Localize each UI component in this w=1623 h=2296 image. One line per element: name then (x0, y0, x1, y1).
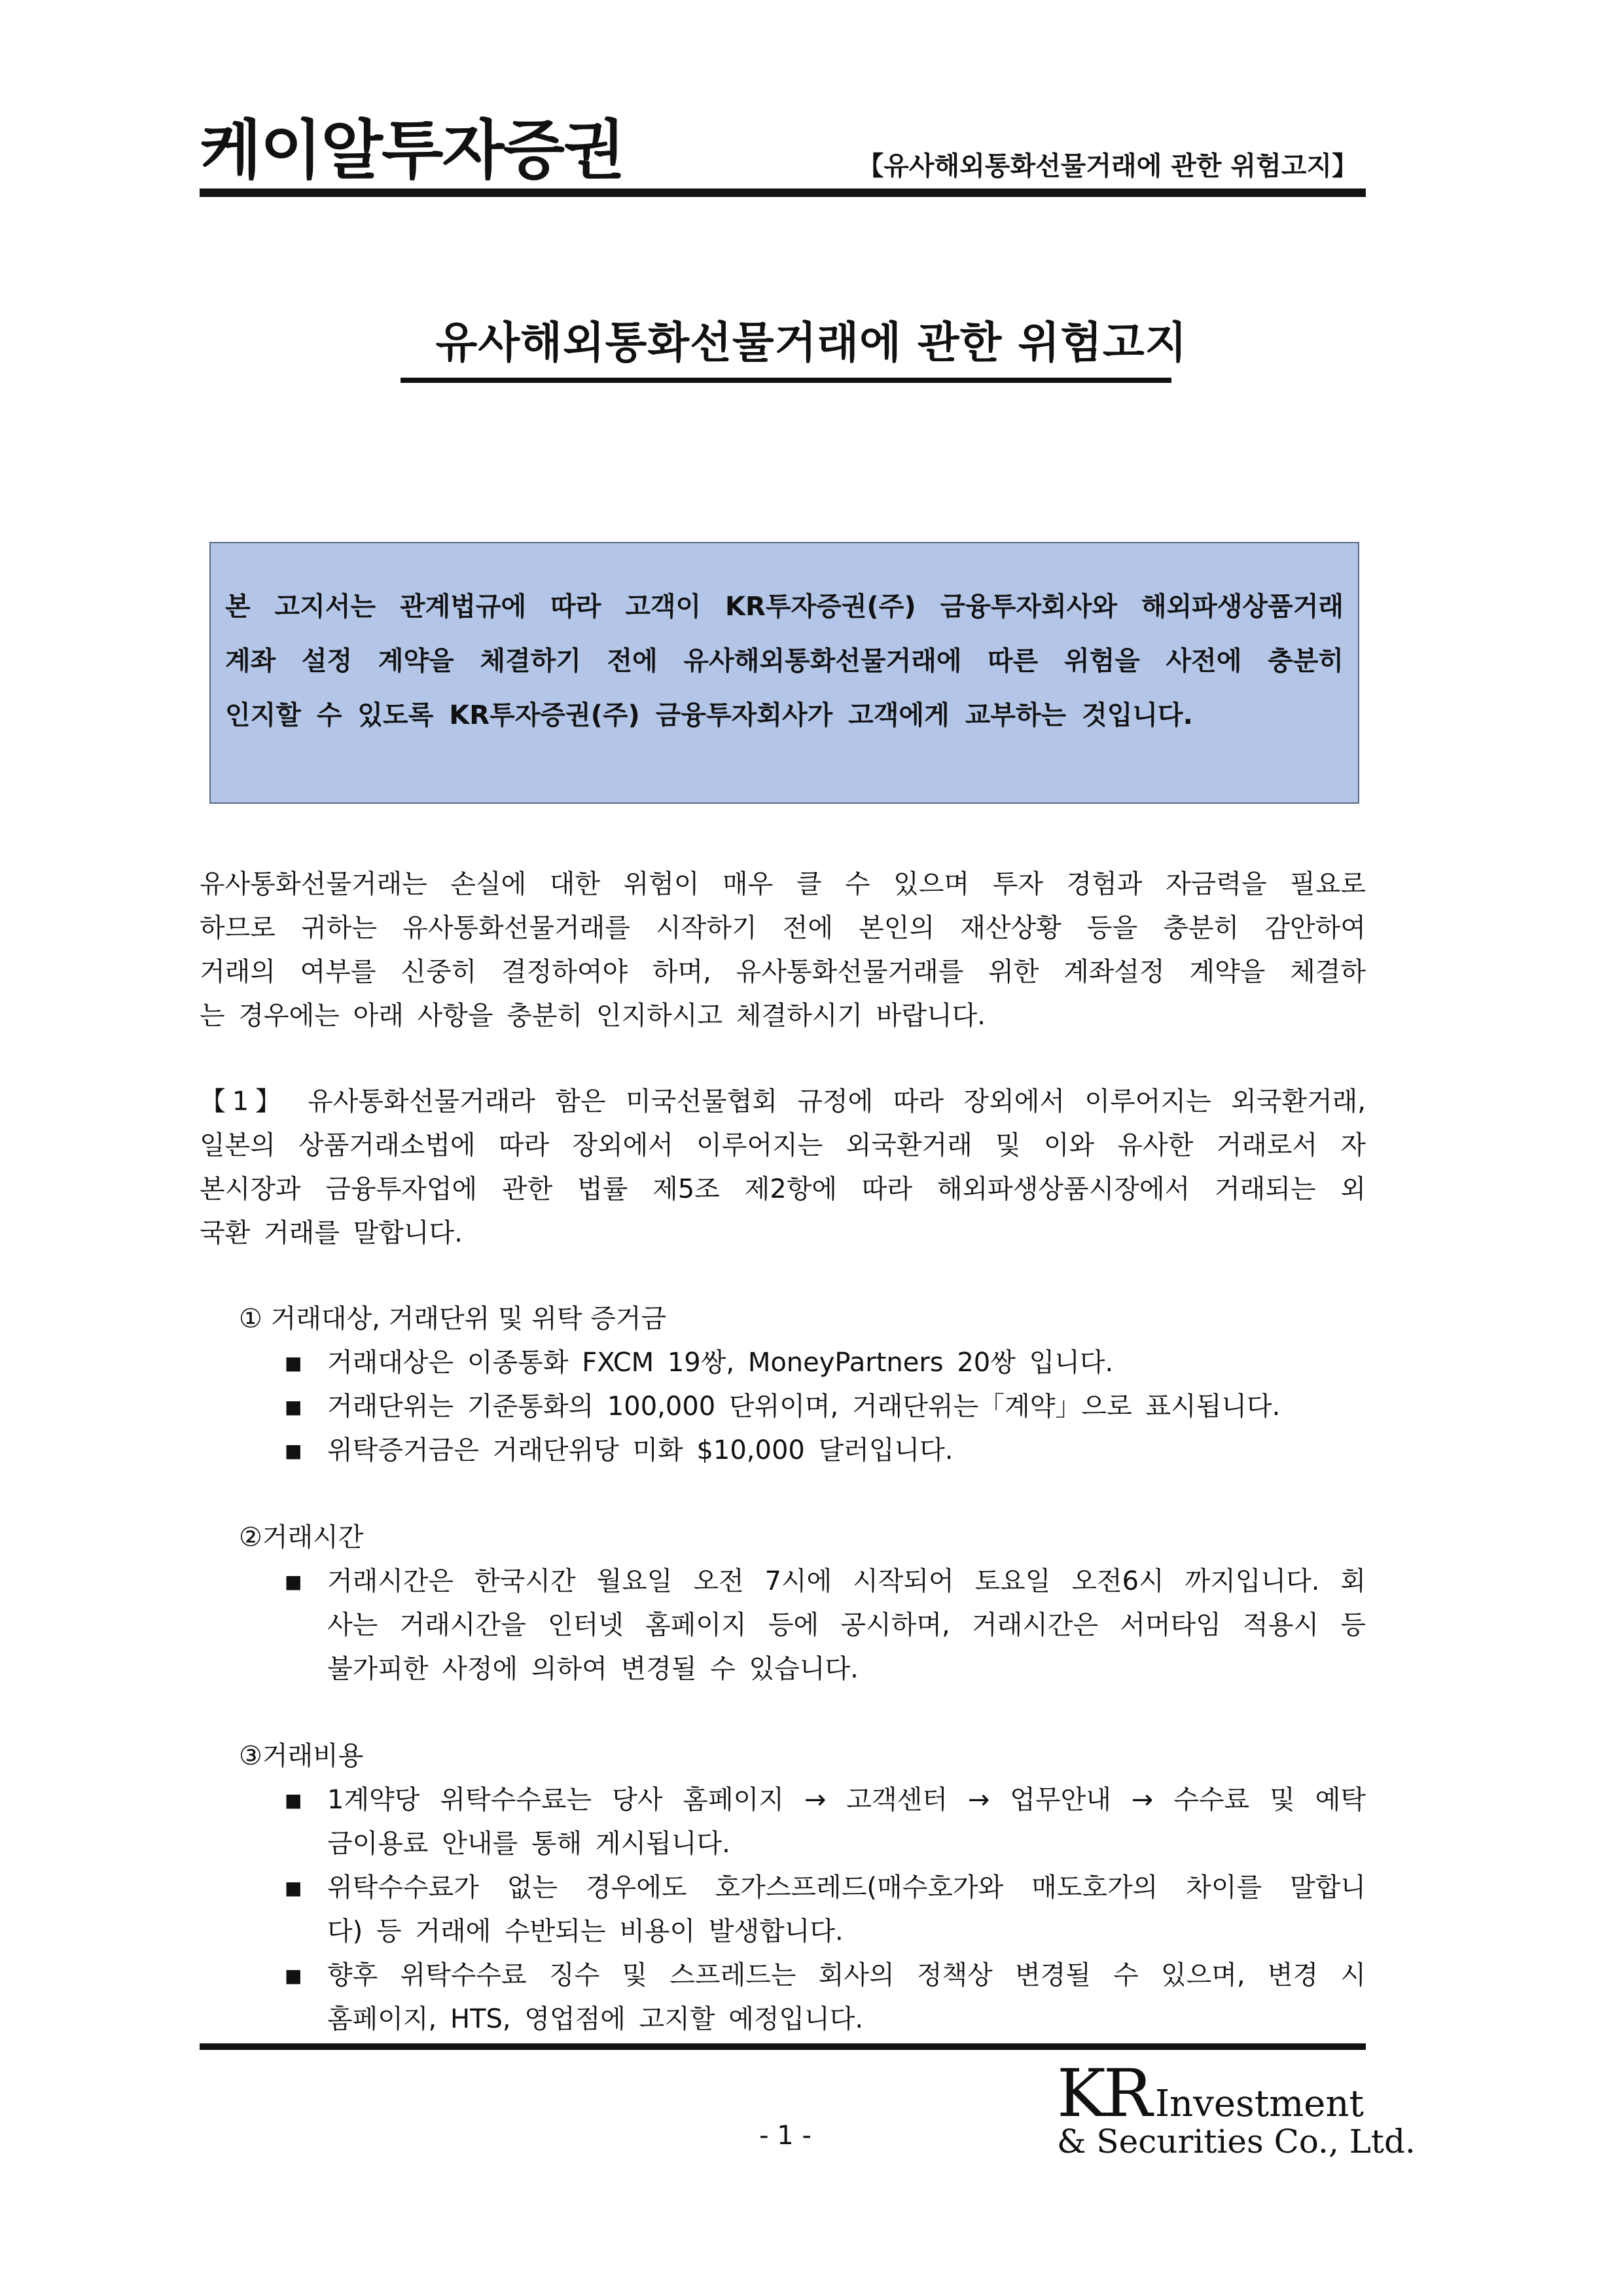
page-title: 유사해외통화선물거래에 관한 위험고지 (435, 317, 1188, 368)
document-tag: 【유사해외통화선물거래에 관한 위험고지】 (857, 151, 1358, 181)
square-bullet-icon: ■ (285, 1352, 302, 1374)
bullet-item: ■ 위탁증거금은 거래단위당 미화 $10,000 달러입니다. (200, 1429, 1366, 1473)
item-trading-cost (200, 1734, 1366, 2041)
notice-line: 계좌 설정 계약을 체결하기 전에 유사해외통화선물거래에 따른 위험을 사전에 충분히 (225, 646, 1344, 676)
company-logo: 케이알투자증권 (200, 113, 624, 188)
brand-investment: Investment (1155, 2083, 1364, 2125)
square-bullet-icon: ■ (285, 1965, 302, 1986)
item-heading: ②거래시간 (239, 1522, 364, 1552)
section-1-line: 본시장과 금융투자업에 관한 법률 제5조 제2항에 따라 해외파생상품시장에서 거래되는 외 (200, 1174, 1366, 1204)
item-trading-hours (200, 1516, 1366, 1691)
bullet-item: ■ 거래대상은 이종통화 FXCM 19쌍, MoneyPartners 20쌍 입니다. (200, 1341, 1366, 1385)
brand-kr: KR (1057, 2055, 1150, 2132)
brand-securities: & Securities Co., Ltd. (1057, 2123, 1416, 2161)
section-1-line: 일본의 상품거래소법에 따라 장외에서 이루어지는 외국환거래 및 이와 유사한 거래로서 자 (200, 1130, 1366, 1160)
title-underline (401, 378, 1171, 383)
notice-line: 인지할 수 있도록 KR투자증권(주) 금융투자회사가 고객에게 교부하는 것입니다. (225, 700, 1193, 730)
section-1-paragraph (200, 1080, 1366, 1255)
intro-line: 유사통화선물거래는 손실에 대한 위험이 매우 클 수 있으며 투자 경험과 자금력을 필요로 (200, 869, 1366, 899)
bullet-item: ■ 1계약당 위탁수수료는 당사 홈페이지 → 고객센터 → 업무안내 → 수수료 및 예탁 금이용료 안내를 통해 게시됩니다. (200, 1778, 1366, 1866)
square-bullet-icon: ■ (285, 1396, 302, 1418)
section-1-line: 국환 거래를 말합니다. (200, 1218, 463, 1248)
bullet-item: ■ 거래단위는 기준통화의 100,000 단위이며, 거래단위는「계약」으로 표시됩니다. (200, 1385, 1366, 1429)
item-heading: ③거래비용 (239, 1741, 364, 1771)
intro-line: 는 경우에는 아래 사항을 충분히 인지하시고 체결하시기 바랍니다. (200, 1001, 986, 1031)
notice-line: 본 고지서는 관계법규에 따라 고객이 KR투자증권(주) 금융투자회사와 해외파생상품거래 (225, 592, 1344, 622)
square-bullet-icon: ■ (285, 1877, 302, 1899)
header-divider (200, 188, 1366, 197)
bullet-item: ■ 거래시간은 한국시간 월요일 오전 7시에 시작되어 토요일 오전6시 까지입니다. 회 사는 거래시간을 인터넷 홈페이지 등에 공시하며, 거래시간은 서머타임 적용시 등 불가피한 사정에 의하여 변경될 수 있습니다. (200, 1560, 1366, 1691)
intro-line: 거래의 여부를 신중히 결정하여야 하며, 유사통화선물거래를 위한 계좌설정 계약을 체결하 (200, 957, 1366, 987)
item-heading: ① 거래대상, 거래단위 및 위탁 증거금 (239, 1304, 667, 1334)
footer-divider (200, 2043, 1366, 2050)
square-bullet-icon: ■ (285, 1440, 302, 1462)
notice-box (209, 542, 1359, 804)
company-brand-mark (1057, 2055, 1416, 2161)
page-number: - 1 - (759, 2121, 812, 2151)
intro-line: 하므로 귀하는 유사통화선물거래를 시작하기 전에 본인의 재산상황 등을 충분히 감안하여 (200, 913, 1366, 943)
square-bullet-icon: ■ (285, 1571, 302, 1592)
item-trading-target (200, 1297, 1366, 1473)
square-bullet-icon: ■ (285, 1789, 302, 1811)
section-1-line: 【1】 유사통화선물거래라 함은 미국선물협회 규정에 따라 장외에서 이루어지는 외국환거래, (200, 1086, 1366, 1117)
bullet-item: ■ 위탁수수료가 없는 경우에도 호가스프레드(매수호가와 매도호가의 차이를 말합니 다) 등 거래에 수반되는 비용이 발생합니다. (200, 1866, 1366, 1954)
bullet-item: ■ 향후 위탁수수료 징수 및 스프레드는 회사의 정책상 변경될 수 있으며, 변경 시 홈페이지, HTS, 영업점에 고지할 예정입니다. (200, 1954, 1366, 2041)
intro-paragraph (200, 863, 1366, 1038)
